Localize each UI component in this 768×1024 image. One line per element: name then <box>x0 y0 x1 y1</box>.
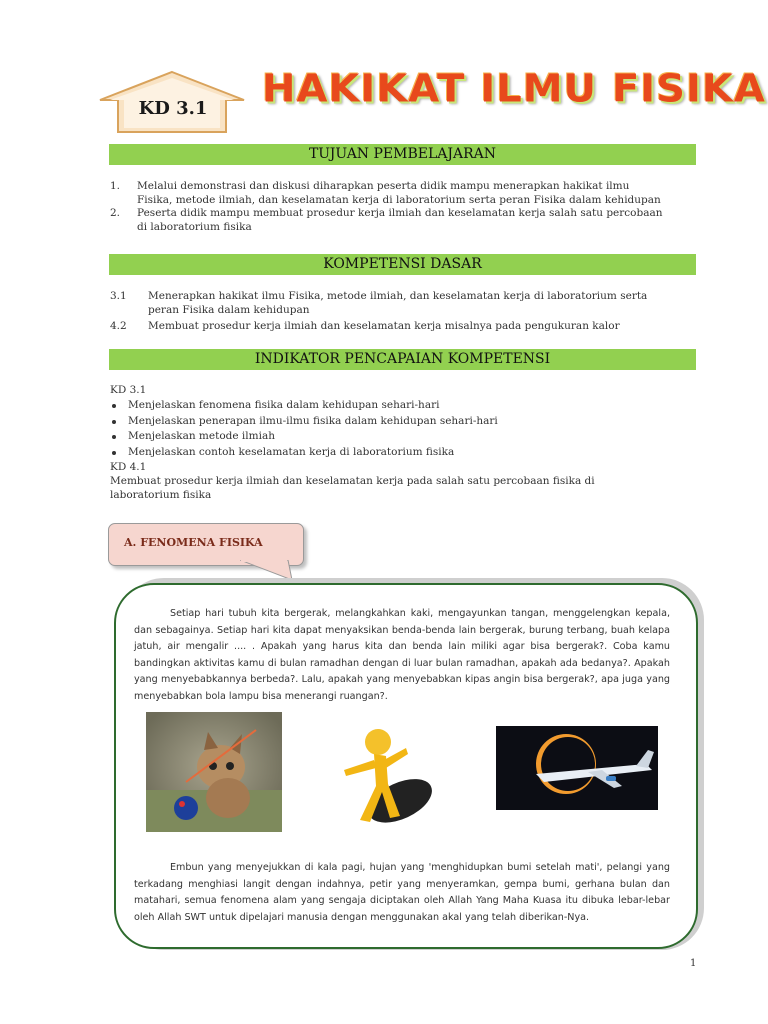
list-text: peran Fisika dalam kehidupan <box>148 303 310 316</box>
list-item <box>110 290 696 317</box>
list-text: di laboratorium fisika <box>137 220 252 233</box>
list-item <box>110 180 696 207</box>
indikator-block <box>110 383 696 502</box>
list-text: Peserta didik mampu membuat prosedur kerja ilmiah dan keselamatan kerja salah satu percobaan <box>137 207 663 219</box>
kompetensi-heading: KOMPETENSI DASAR <box>109 254 696 275</box>
list-item: Menjelaskan fenomena fisika dalam kehidupan sehari-hari <box>110 398 696 414</box>
list-item: Menjelaskan contoh keselamatan kerja di laboratorium fisika <box>110 445 696 461</box>
list-text: Menerapkan hakikat ilmu Fisika, metode ilmiah, dan keselamatan kerja di laboratorium serta <box>148 290 648 302</box>
walking-figure-image <box>330 726 470 830</box>
list-number: 4.2 <box>110 320 127 332</box>
list-item <box>110 320 696 334</box>
kd-description: laboratorium fisika <box>110 488 212 501</box>
list-text: Melalui demonstrasi dan diskusi diharapkan peserta didik mampu menerapkan hakikat ilmu <box>137 180 630 192</box>
list-item: Menjelaskan metode ilmiah <box>110 429 696 445</box>
kitten-image <box>146 712 282 832</box>
list-item: Menjelaskan penerapan ilmu-ilmu fisika dalam kehidupan sehari-hari <box>110 414 696 430</box>
list-number: 2. <box>110 207 121 219</box>
list-text: Membuat prosedur kerja ilmiah dan keselamatan kerja misalnya pada pengukuran kalor <box>148 320 620 332</box>
kd-badge-label: KD 3.1 <box>138 98 208 119</box>
list-text: Fisika, metode ilmiah, dan keselamatan kerja di laboratorium serta peran Fisika dalam kehidupan <box>137 193 661 206</box>
page-title: HAKIKAT ILMU FISIKA <box>262 67 766 111</box>
kd-description: Membuat prosedur kerja ilmiah dan keselamatan kerja pada salah satu percobaan fisika di <box>110 475 595 487</box>
tujuan-list <box>110 180 696 234</box>
indikator-heading: INDIKATOR PENCAPAIAN KOMPETENSI <box>109 349 696 370</box>
list-number: 1. <box>110 180 121 192</box>
kd-label: KD 4.1 <box>110 461 147 473</box>
page-number: 1 <box>690 958 697 969</box>
kompetensi-list <box>110 290 696 334</box>
eclipse-airplane-image <box>496 726 658 810</box>
kd-label: KD 3.1 <box>110 384 147 396</box>
paragraph-1: Setiap hari tubuh kita bergerak, melangkahkan kaki, mengayunkan tangan, menggelengkan kepala, dan sebagainya. Setiap hari kita dapat menyaksikan benda-benda lain bergerak, burung terbang, buah kelapa jatuh, air mengalir .... . Apakah yang harus kita dan benda lain miliki agar bisa bergerak?. Coba kamu bandingkan aktivitas kamu di bulan ramadhan dengan di luar bulan ramadhan, apakah ada bedanya?. Apakah yang menyebabkannya berbeda?. Lalu, apakah yang menyebabkan kipas angin bisa bergerak?, apa juga yang menyebabkan bola lampu bisa menerangi ruangan?. <box>134 608 670 702</box>
paragraph-2: Embun yang menyejukkan di kala pagi, hujan yang 'menghidupkan bumi setelah mati', pelangi yang terkadang menghiasi langit dengan indahnya, petir yang menyeramkan, gempa bumi, gerhana bulan dan matahari, semua fenomena alam yang sengaja diciptakan oleh Allah Yang Maha Kuasa itu dibuka lebar-lebar oleh Allah SWT untuk dipelajari manusia dengan menggunakan akal yang telah diberikan-Nya. <box>134 862 670 923</box>
indikator-list <box>110 398 696 460</box>
section-a-title: A. FENOMENA FISIKA <box>124 536 263 549</box>
list-number: 3.1 <box>110 290 127 302</box>
list-item <box>110 207 696 234</box>
tujuan-heading: TUJUAN PEMBELAJARAN <box>109 144 696 165</box>
